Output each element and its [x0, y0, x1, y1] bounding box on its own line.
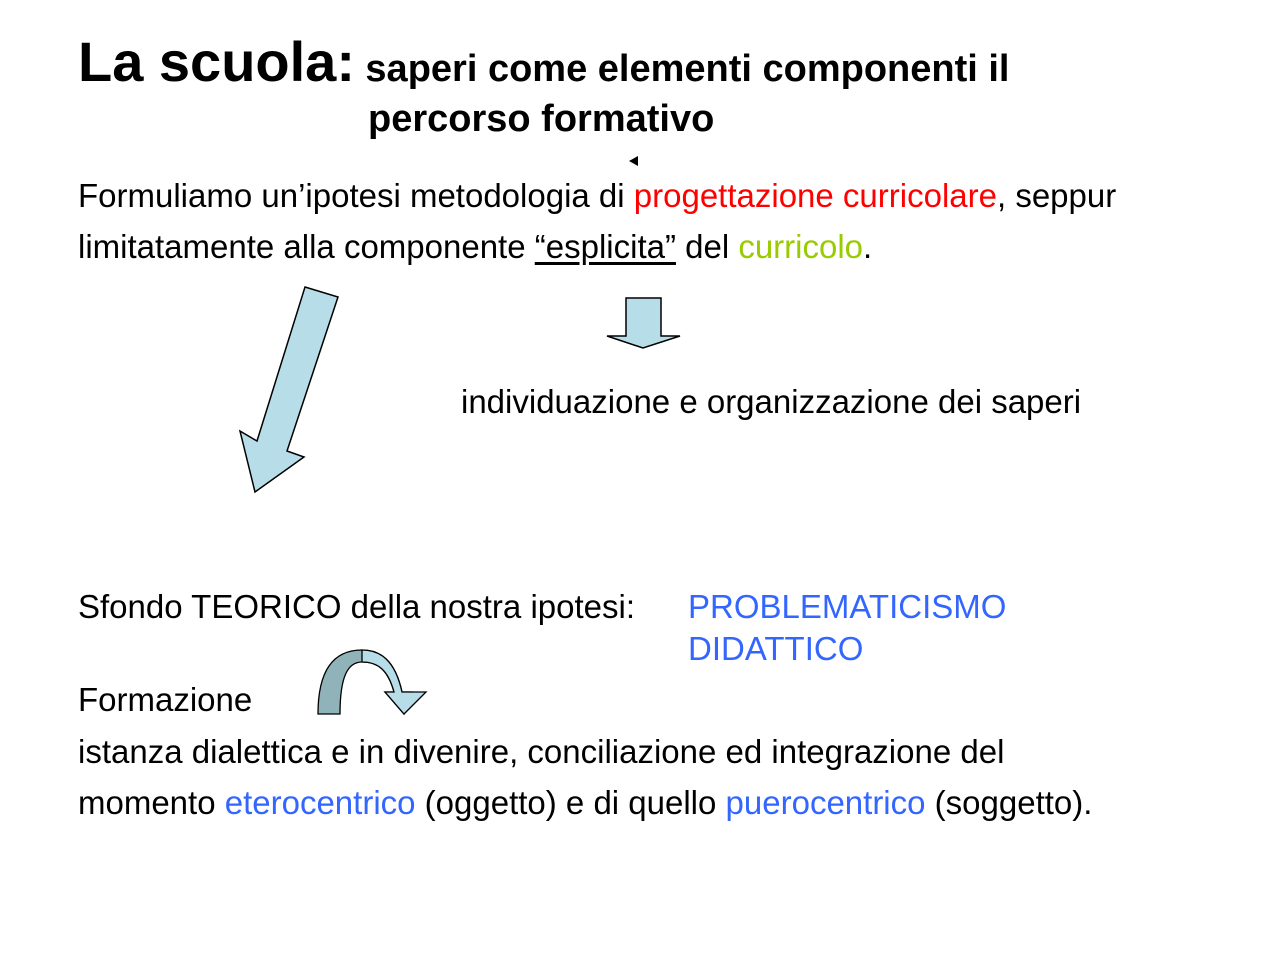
formation-line-1: istanza dialettica e in divenire, conciliazione ed integrazione del	[78, 733, 1005, 770]
title-sub-line2: percorso formativo	[368, 98, 715, 140]
intro-text: del	[675, 228, 739, 265]
title-main: La scuola:	[78, 30, 355, 93]
slide-title	[78, 30, 1010, 93]
background-label: Sfondo TEORICO della nostra ipotesi:	[78, 588, 636, 625]
formation-text: momento	[78, 784, 225, 821]
formation-text: (soggetto).	[925, 784, 1093, 821]
intro-text: Formuliamo un’ipotesi metodologia di	[78, 177, 634, 214]
highlight-progettazione: progettazione curricolare	[633, 177, 997, 214]
formation-line-2	[78, 786, 1092, 819]
formation-text: (oggetto) e di quello	[415, 784, 726, 821]
highlight-puerocentrico: puerocentrico	[725, 784, 926, 821]
intro-line-1	[78, 179, 1116, 212]
underlined-esplicita: “esplicita”	[534, 228, 676, 265]
intro-text: limitatamente alla componente	[78, 228, 535, 265]
organization-text: individuazione e organizzazione dei saperi	[461, 383, 1082, 420]
intro-text: , seppur	[996, 177, 1117, 214]
intro-line-2	[78, 230, 872, 263]
background-blue-line1: PROBLEMATICISMO	[688, 588, 1007, 625]
intro-text: .	[863, 228, 873, 265]
highlight-eterocentrico: eterocentrico	[224, 784, 416, 821]
title-sub-line1: saperi come elementi componenti il	[365, 48, 1010, 90]
small-triangle-icon	[628, 155, 640, 167]
background-blue-line2: DIDATTICO	[688, 630, 864, 667]
highlight-curricolo: curricolo	[738, 228, 864, 265]
formation-label: Formazione	[78, 681, 253, 718]
